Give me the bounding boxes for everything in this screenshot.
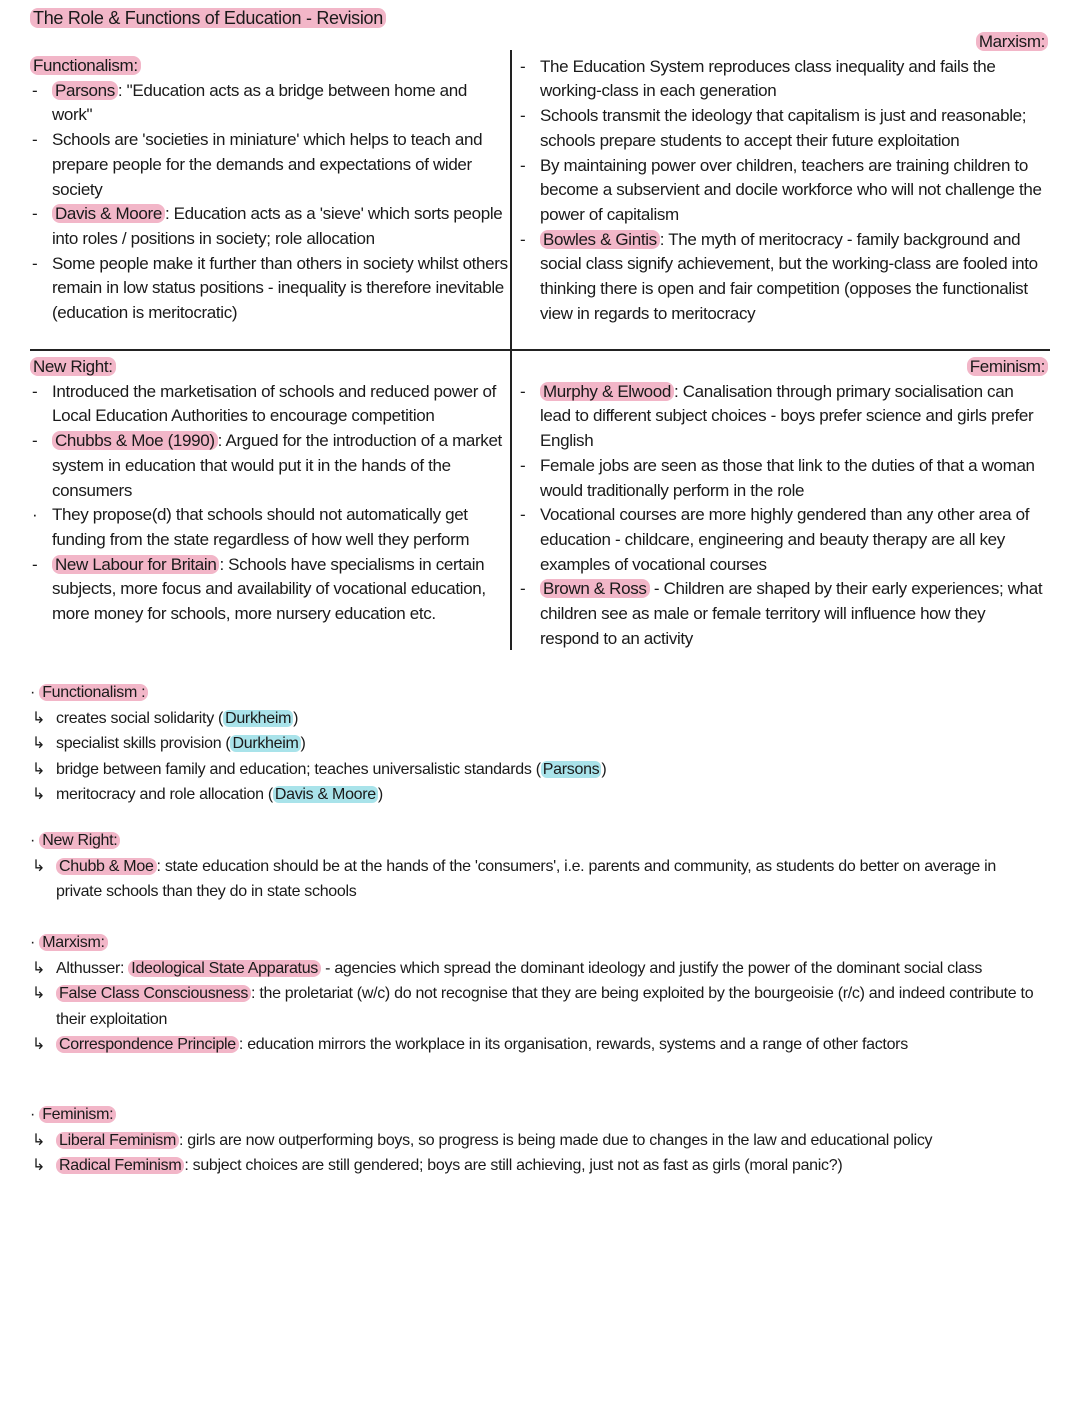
arrow-icon: ↳	[32, 709, 46, 727]
summary-heading	[30, 680, 1040, 706]
item-text: Female jobs are seen as those that link to the duties of that a woman would traditionally perform in the role	[540, 455, 1035, 500]
highlighted-theorist: Davis & Moore	[52, 204, 165, 223]
summary-point	[30, 731, 1040, 757]
arrow-icon: ↳	[32, 985, 46, 1002]
arrow-icon: ↳	[32, 1157, 46, 1174]
bullet-item	[30, 79, 508, 128]
point-text-end: )	[293, 709, 299, 727]
bullet-item	[518, 503, 1048, 577]
highlighted-theorist: Murphy & Elwood	[540, 382, 674, 401]
highlighted-term: Chubb & Moe	[56, 858, 157, 875]
summary-feminism	[30, 1102, 1040, 1179]
point-text: : education mirrors the workplace in its organisation, rewards, systems and a range of other factors	[238, 1036, 908, 1053]
item-text: Schools are 'societies in miniature' which helps to teach and prepare people for the demands and expectations of wider society	[52, 130, 483, 199]
summary-functionalism	[30, 680, 1040, 808]
horizontal-divider	[30, 349, 1050, 351]
page-title: The Role & Functions of Education - Revision	[30, 6, 386, 30]
bullet-item	[30, 429, 508, 503]
summary-point	[30, 1032, 1040, 1058]
summary-point	[30, 757, 1040, 783]
cited-theorist: Durkheim	[225, 709, 292, 727]
bullet-item	[30, 128, 508, 202]
section-heading-text: Marxism:	[976, 32, 1048, 51]
dash-bullet: -	[520, 381, 526, 401]
highlighted-term: False Class Consciousness	[56, 985, 251, 1002]
summary-heading	[30, 1102, 1040, 1128]
point-text: : the proletariat (w/c) do not recognise that they are being exploited by the bourgeoisie (r/c) and indeed contribute to their exploitation	[56, 985, 1034, 1028]
summary-point	[30, 1153, 1040, 1179]
section-heading	[518, 355, 1048, 380]
section-heading	[30, 54, 508, 79]
summary-heading-text: Marxism:	[39, 934, 107, 951]
item-text: : "Education acts as a bridge between home and work"	[52, 80, 467, 125]
highlighted-term: Liberal Feminism	[56, 1132, 179, 1149]
summary-point	[30, 854, 1040, 905]
dash-bullet: -	[32, 130, 38, 150]
point-text: specialist skills provision (	[56, 735, 231, 752]
item-text: Introduced the marketisation of schools and reduced power of Local Education Authorities to encourage competition	[52, 381, 496, 426]
arrow-icon: ↳	[32, 1036, 46, 1053]
item-text: - Children are shaped by their early experiences; what children see as male or female territory will influence how they respond to an activity	[540, 579, 1043, 648]
arrow-icon: ↳	[32, 760, 46, 778]
section-heading	[518, 30, 1048, 55]
arrow-icon: ↳	[32, 786, 46, 803]
summary-point	[30, 981, 1040, 1032]
dot-bullet: ·	[32, 505, 38, 525]
point-text: : girls are now outperforming boys, so progress is being made due to changes in the law and educational policy	[179, 1131, 933, 1149]
item-text: : Argued for the introduction of a market system in education that would put it in the hands of the consumers	[52, 431, 502, 500]
dash-bullet: -	[520, 229, 526, 249]
summary-point	[30, 1128, 1040, 1154]
arrow-icon: ↳	[32, 735, 46, 752]
bullet-item	[518, 454, 1048, 503]
bullet-item	[518, 380, 1048, 454]
bullet-item	[30, 380, 508, 429]
item-text: The Education System reproduces class inequality and fails the working-class in each generation	[540, 56, 996, 101]
dash-bullet: -	[520, 106, 526, 126]
dash-bullet: -	[520, 505, 526, 525]
highlighted-theorist: New Labour for Britain	[52, 555, 219, 574]
point-text: : subject choices are still gendered; boys are still achieving, just not as fast as girls (moral panic?)	[184, 1157, 843, 1174]
dash-bullet: -	[32, 253, 38, 273]
dash-bullet: -	[32, 204, 38, 224]
point-text: bridge between family and education; teaches universalistic standards (	[56, 760, 541, 778]
arrow-icon: ↳	[32, 1131, 46, 1149]
dash-bullet: -	[32, 381, 38, 401]
quadrant-marxism	[518, 30, 1048, 326]
summary-new-right	[30, 828, 1040, 905]
item-text: They propose(d) that schools should not automatically get funding from the state regardless of how well they perform	[52, 505, 470, 549]
bullet-item	[30, 503, 508, 552]
section-heading	[30, 355, 508, 380]
dash-bullet: -	[32, 431, 38, 451]
dot-bullet: ·	[30, 1106, 40, 1123]
dot-bullet: ·	[30, 684, 40, 701]
highlighted-term: Ideological State Apparatus	[128, 960, 321, 977]
point-text: : state education should be at the hands of the 'consumers', i.e. parents and community, as students do better on average in private schools than they do in state schools	[56, 857, 996, 900]
point-text: - agencies which spread the dominant ideology and justify the power of the dominant social class	[321, 959, 983, 977]
point-text-end: )	[377, 786, 383, 803]
item-text: Vocational courses are more highly gendered than any other area of education - childcare, engineering and beauty therapy are all key examples of vocational courses	[540, 505, 1030, 574]
dash-bullet: -	[520, 455, 526, 475]
summary-heading-text: New Right:	[39, 832, 120, 849]
highlighted-theorist: Bowles & Gintis	[540, 230, 660, 249]
bullet-item	[518, 104, 1048, 153]
point-text: creates social solidarity (	[56, 709, 224, 727]
section-heading-text: Feminism:	[967, 357, 1048, 376]
section-heading-text: New Right:	[30, 357, 116, 376]
highlighted-theorist: Parsons	[52, 81, 118, 100]
dot-bullet: ·	[30, 832, 40, 849]
section-heading-text: Functionalism:	[30, 56, 141, 75]
item-text: : Canalisation through primary socialisation can lead to different subject choices - boys prefer science and girls prefer English	[540, 381, 1034, 451]
item-text: : Education acts as a 'sieve' which sorts people into roles / positions in society; role allocation	[52, 204, 503, 248]
cited-theorist: Davis & Moore	[274, 786, 376, 803]
quadrant-feminism	[518, 355, 1048, 651]
point-text-end: )	[300, 735, 306, 752]
quadrant-functionalism	[30, 54, 508, 326]
bullet-item	[518, 55, 1048, 104]
summary-heading-text: Feminism:	[39, 1106, 116, 1123]
quadrant-new-right	[30, 355, 508, 627]
summary-heading	[30, 930, 1040, 956]
bullet-item	[30, 252, 508, 326]
dash-bullet: -	[32, 554, 38, 574]
summary-point	[30, 782, 1040, 808]
bullet-item	[30, 202, 508, 251]
item-text: By maintaining power over children, teachers are training children to become a subservient and docile workforce who will not challenge the power of capitalism	[540, 155, 1042, 224]
dash-bullet: -	[520, 155, 526, 175]
dash-bullet: -	[32, 80, 38, 100]
dash-bullet: -	[520, 56, 526, 76]
bullet-item	[30, 553, 508, 627]
bullet-item	[518, 154, 1048, 228]
bullet-item	[518, 228, 1048, 327]
summary-point	[30, 706, 1040, 732]
item-text: : The myth of meritocracy - family background and social class signify achievement, but the working-class are fooled into thinking there is open and fair competition (opposes the functionalist view in regards to meritocracy	[540, 229, 1038, 323]
point-text-end: )	[601, 760, 607, 778]
item-text: : Schools have specialisms in certain subjects, more focus and availability of vocational education, more money for schools, more nursery education etc.	[52, 554, 486, 624]
summary-point	[30, 956, 1040, 982]
bullet-item	[518, 577, 1048, 651]
dash-bullet: -	[520, 579, 526, 599]
highlighted-term: Radical Feminism	[56, 1157, 184, 1174]
summary-heading	[30, 828, 1040, 854]
highlighted-theorist: Brown & Ross	[540, 579, 650, 598]
point-text: meritocracy and role allocation (	[56, 786, 273, 803]
highlighted-theorist: Chubbs & Moe (1990)	[52, 431, 218, 450]
cited-theorist: Durkheim	[232, 735, 299, 752]
arrow-icon: ↳	[32, 959, 46, 977]
dot-bullet: ·	[30, 934, 40, 951]
summary-marxism	[30, 930, 1040, 1058]
item-text: Some people make it further than others in society whilst others remain in low status positions - inequality is therefore inevitable (education is meritocratic)	[52, 253, 508, 323]
cited-theorist: Parsons	[542, 760, 600, 778]
point-prefix: Althusser:	[56, 959, 129, 977]
item-text: Schools transmit the ideology that capitalism is just and reasonable; schools prepare students to accept their future exploitation	[540, 106, 1027, 150]
highlighted-term: Correspondence Principle	[56, 1036, 239, 1053]
summary-heading-text: Functionalism :	[39, 684, 148, 701]
arrow-icon: ↳	[32, 857, 46, 875]
